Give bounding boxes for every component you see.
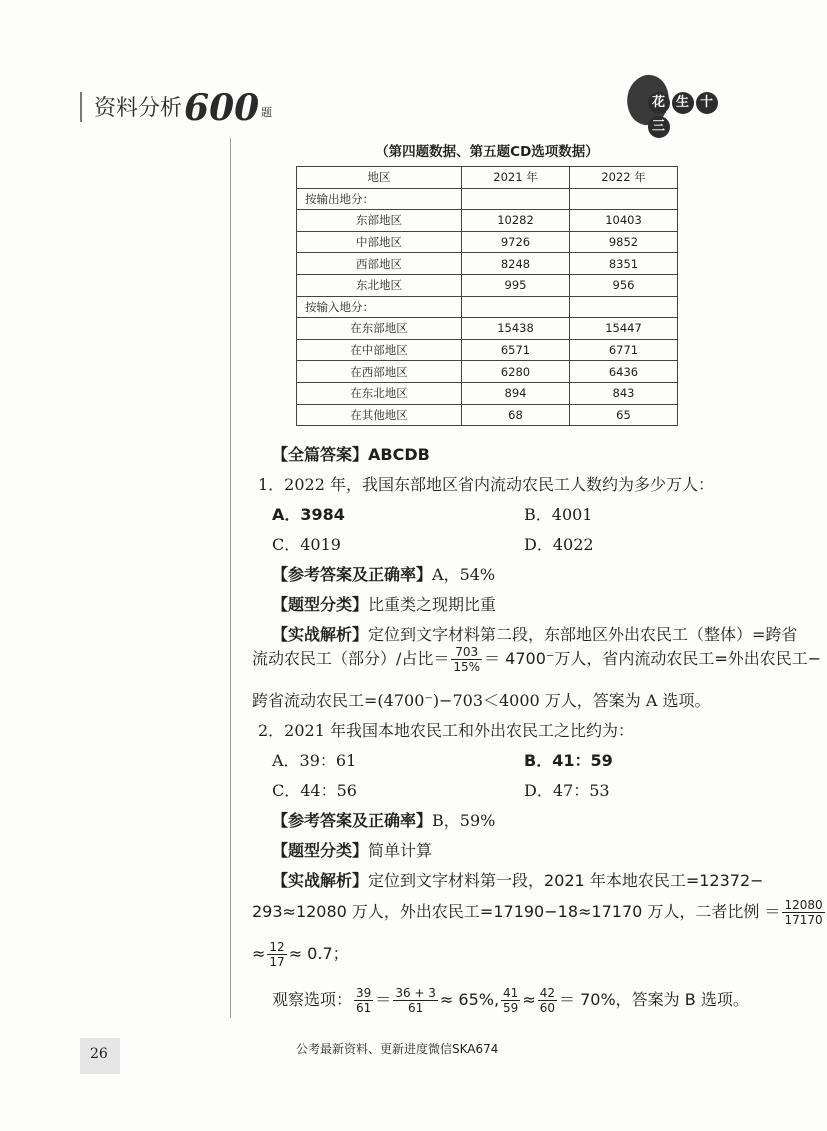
q1-fraction xyxy=(451,645,482,674)
q2-analysis-line1 xyxy=(272,868,764,891)
brand-logo xyxy=(626,76,736,134)
value-cell xyxy=(570,188,678,210)
header-title: 资料分析 xyxy=(94,96,183,121)
table-row xyxy=(297,274,678,296)
q1-type-label: 【题型分类】 xyxy=(272,595,369,614)
header-suffix: 题 xyxy=(261,106,273,119)
logo-char: 生 xyxy=(672,92,694,114)
q2-option-a: A．39：61 xyxy=(272,751,357,770)
q2-frac4-den: 60 xyxy=(539,1001,556,1015)
q2-tail: ＝ 70%，答案为 B 选项。 xyxy=(559,990,749,1009)
table-row xyxy=(297,296,678,318)
logo-text xyxy=(648,90,736,138)
q1-analysis-line2 xyxy=(252,645,821,674)
q1-type xyxy=(272,592,496,615)
value-cell: 6771 xyxy=(570,339,678,361)
region-cell: 在中部地区 xyxy=(297,339,462,361)
region-cell: 东北地区 xyxy=(297,274,462,296)
logo-char: 十 xyxy=(696,92,718,114)
table-row xyxy=(297,253,678,275)
q2-mid: ≈ 65%, xyxy=(439,990,500,1009)
q2-option-d: D．47：53 xyxy=(524,781,610,800)
q2-analysis-label: 【实战解析】 xyxy=(272,871,369,890)
table-row xyxy=(297,361,678,383)
q2-frac1-num: 39 xyxy=(356,986,372,1000)
q2-analysis-text1: 定位到文字材料第一段，2021 年本地农民工=12372− xyxy=(368,871,764,890)
q1-option-a: A．3984 xyxy=(272,505,345,524)
table-row xyxy=(297,210,678,232)
header-brand xyxy=(80,82,273,129)
q2-option-c: C．44：56 xyxy=(272,781,357,800)
q2-frac-2 xyxy=(393,986,438,1015)
table-row xyxy=(297,231,678,253)
value-cell: 9726 xyxy=(462,231,570,253)
q1-analysis-line1 xyxy=(272,622,797,645)
region-cell: 按输入地分： xyxy=(297,296,462,318)
q2-ratio-num: 12080 xyxy=(784,898,823,912)
q2-stem: 2．2021 年我国本地农民工和外出农民工之比约为： xyxy=(258,721,634,740)
q2-observe-label: 观察选项： xyxy=(272,990,353,1009)
value-cell: 10282 xyxy=(462,210,570,232)
q2-type xyxy=(272,838,432,861)
q2-frac3-num: 41 xyxy=(503,986,519,1000)
table-header-cell: 2021 年 xyxy=(462,167,570,189)
q1-ref-label: 【参考答案及正确率】 xyxy=(272,565,433,584)
value-cell: 6436 xyxy=(570,361,678,383)
region-cell: 在东北地区 xyxy=(297,382,462,404)
q2-type-label: 【题型分类】 xyxy=(272,841,369,860)
value-cell xyxy=(462,296,570,318)
q1-option-b: B．4001 xyxy=(524,505,593,524)
all-answers: 【全篇答案】ABCDB xyxy=(272,445,430,464)
q1-stem: 1．2022 年，我国东部地区省内流动农民工人数约为多少万人： xyxy=(258,475,714,494)
value-cell: 956 xyxy=(570,274,678,296)
footer-note: 公考最新资料、更新进度微信SKA674 xyxy=(296,1042,499,1056)
q1-analysis-text2a: 流动农民工（部分）/占比＝ xyxy=(252,649,450,668)
value-cell: 10403 xyxy=(570,210,678,232)
value-cell: 6280 xyxy=(462,361,570,383)
header-number: 600 xyxy=(184,87,260,129)
value-cell: 995 xyxy=(462,274,570,296)
q1-option-c: C．4019 xyxy=(272,535,341,554)
q1-type-value: 比重类之现期比重 xyxy=(368,595,497,614)
q2-approx2: ≈ xyxy=(522,990,536,1009)
q2-frac-1 xyxy=(354,986,373,1015)
q1-ref-value: A，54% xyxy=(432,565,496,584)
value-cell: 8248 xyxy=(462,253,570,275)
value-cell: 894 xyxy=(462,382,570,404)
region-cell: 西部地区 xyxy=(297,253,462,275)
table-row xyxy=(297,188,678,210)
region-cell: 东部地区 xyxy=(297,210,462,232)
table-row xyxy=(297,382,678,404)
page-number: 26 xyxy=(90,1046,108,1062)
value-cell: 15447 xyxy=(570,318,678,340)
region-cell: 在西部地区 xyxy=(297,361,462,383)
q1-analysis-label: 【实战解析】 xyxy=(272,625,369,644)
value-cell xyxy=(570,296,678,318)
q2-eq1: ＝ xyxy=(375,990,392,1009)
q2-frac1-den: 61 xyxy=(356,1001,372,1015)
region-cell: 在东部地区 xyxy=(297,318,462,340)
header-bar-decoration xyxy=(80,92,88,122)
table-header-cell: 2022 年 xyxy=(570,167,678,189)
value-cell: 15438 xyxy=(462,318,570,340)
q2-frac-4 xyxy=(538,986,557,1015)
q1-frac-den: 15% xyxy=(453,660,481,674)
value-cell: 68 xyxy=(462,404,570,426)
q2-type-value: 简单计算 xyxy=(368,841,433,860)
q2-frac2-num: 36 + 3 xyxy=(395,986,436,1000)
q2-frac-3 xyxy=(501,986,520,1015)
region-cell: 在其他地区 xyxy=(297,404,462,426)
region-cell: 按输出地分： xyxy=(297,188,462,210)
table-row xyxy=(297,339,678,361)
q2-observe-line xyxy=(272,986,749,1015)
q2-ref-label: 【参考答案及正确率】 xyxy=(272,811,433,830)
q2-option-b: B．41：59 xyxy=(524,751,613,770)
q2-frac2-den: 61 xyxy=(407,1001,424,1015)
q1-option-d: D．4022 xyxy=(524,535,594,554)
value-cell: 65 xyxy=(570,404,678,426)
region-cell: 中部地区 xyxy=(297,231,462,253)
q1-reference xyxy=(272,562,495,585)
margin-rule xyxy=(230,138,231,1018)
logo-char: 三 xyxy=(648,116,670,138)
q2-approx-fraction xyxy=(267,940,286,969)
q2-frac3-den: 59 xyxy=(503,1001,519,1015)
q1-analysis-text1: 定位到文字材料第二段，东部地区外出农民工（整体）=跨省 xyxy=(368,625,798,644)
value-cell: 9852 xyxy=(570,231,678,253)
logo-char: 花 xyxy=(648,92,670,114)
q2-analysis-line2 xyxy=(252,898,827,927)
value-cell: 6571 xyxy=(462,339,570,361)
data-table xyxy=(296,166,678,426)
table-row xyxy=(297,318,678,340)
q2-analysis-text2: 293≈12080 万人，外出农民工=17190−18≈17170 万人，二者比例 ＝ xyxy=(252,902,781,921)
table-caption: （第四题数据、第五题CD选项数据） xyxy=(375,144,599,160)
q2-approx-num: 12 xyxy=(269,940,285,954)
q2-approx-line xyxy=(252,940,349,969)
value-cell: 8351 xyxy=(570,253,678,275)
value-cell: 843 xyxy=(570,382,678,404)
q2-approx-result: ≈ 0.7； xyxy=(288,944,349,963)
q2-ratio-den: 17170 xyxy=(784,913,823,927)
table-row xyxy=(297,404,678,426)
q1-analysis-text2b: ＝ 4700⁻万人，省内流动农民工=外出农民工− xyxy=(484,649,822,668)
q2-ref-value: B，59% xyxy=(432,811,496,830)
q2-frac4-num: 42 xyxy=(539,986,556,1000)
q2-reference xyxy=(272,808,495,831)
q2-approx-sign: ≈ xyxy=(252,944,266,963)
q2-ratio-fraction xyxy=(782,898,824,927)
table-header-row xyxy=(297,167,678,189)
value-cell xyxy=(462,188,570,210)
q2-approx-den: 17 xyxy=(269,955,285,969)
table-header-cell: 地区 xyxy=(297,167,462,189)
q1-analysis-line3: 跨省流动农民工=(4700⁻)−703＜4000 万人，答案为 A 选项。 xyxy=(252,691,711,710)
q1-frac-num: 703 xyxy=(451,645,482,660)
